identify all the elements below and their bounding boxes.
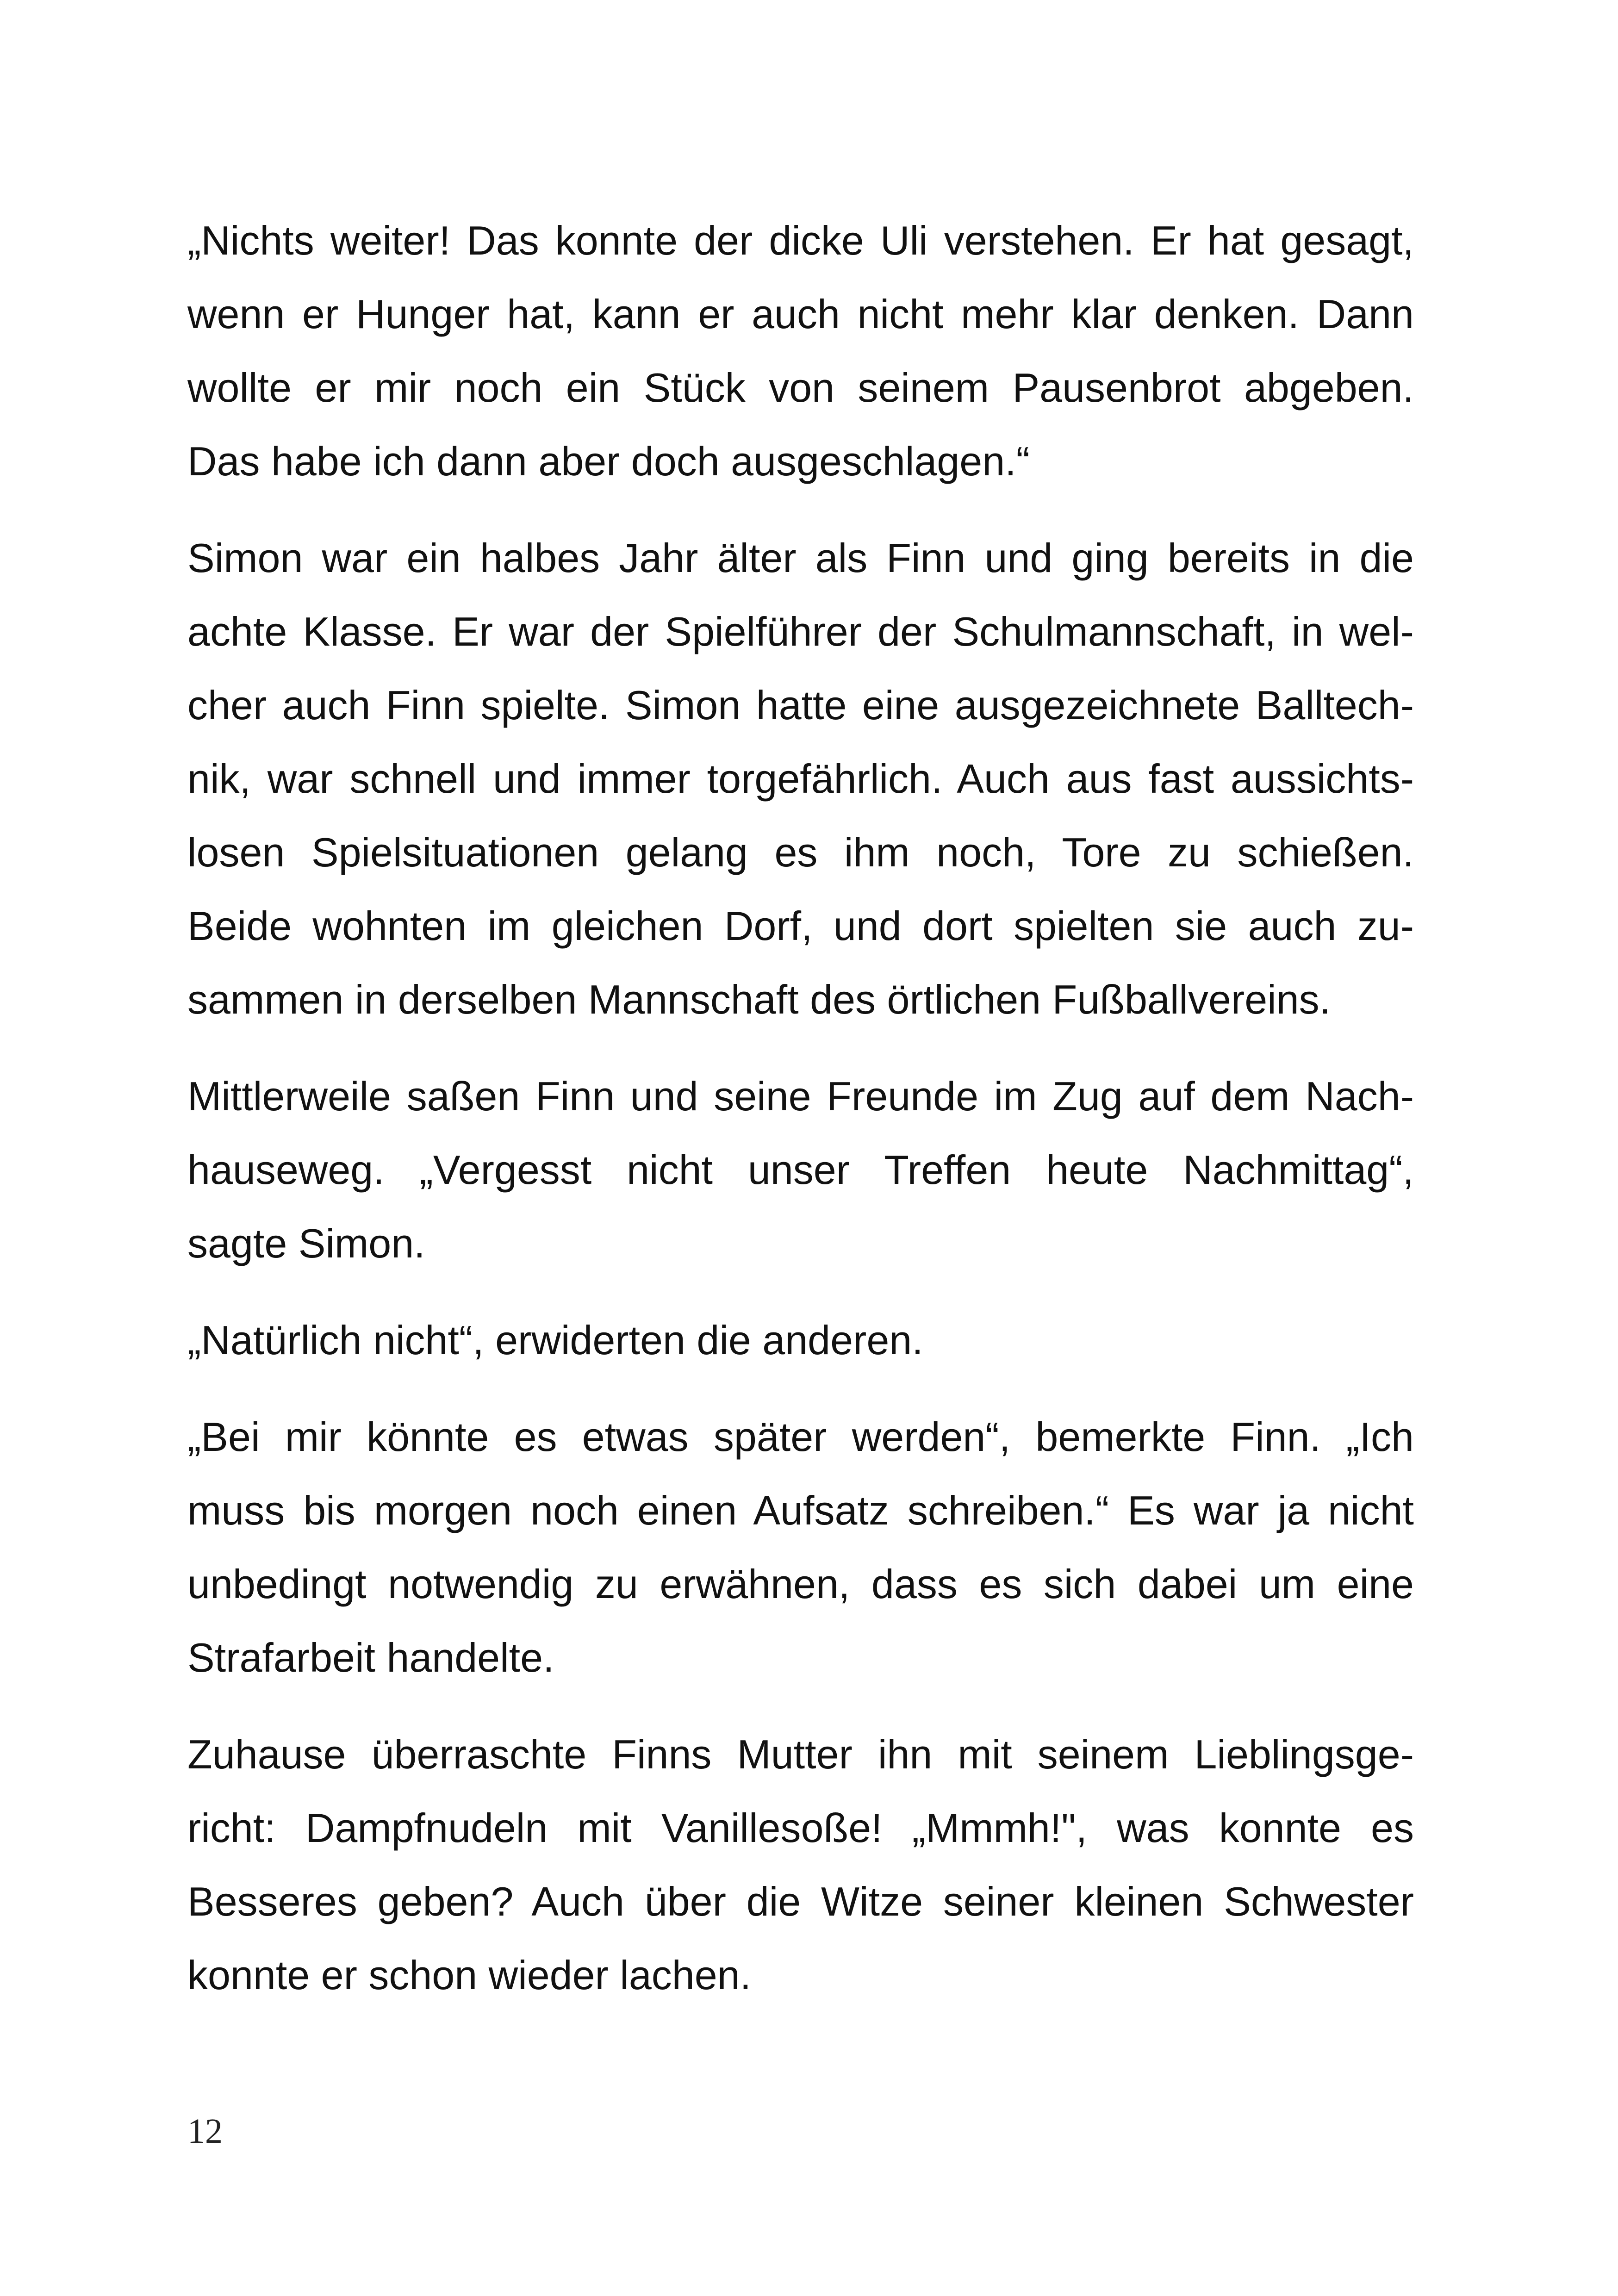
body-text [187, 204, 1414, 2035]
text-line: sagte Simon. [187, 1220, 425, 1266]
text-line: wollte er mir noch ein Stück von seinem Pausenbrot abgeben. [187, 365, 1414, 411]
text-line: cher auch Finn spielte. Simon hatte eine ausgezeichnete Balltech- [187, 682, 1414, 728]
text-line: konnte er schon wieder lachen. [187, 1952, 752, 1998]
text-line: „Bei mir könnte es etwas später werden“, bemerkte Finn. „Ich [187, 1414, 1414, 1460]
paragraph-1 [187, 204, 1414, 498]
text-line: „Nichts weiter! Das konnte der dicke Uli verstehen. Er hat gesagt, [187, 218, 1414, 263]
text-line: Strafarbeit handelte. [187, 1635, 554, 1680]
text-line: Zuhause überraschte Finns Mutter ihn mit seinem Lieblingsge- [187, 1731, 1414, 1777]
text-line: muss bis morgen noch einen Aufsatz schreiben.“ Es war ja nicht [187, 1487, 1414, 1533]
text-line: „Natürlich nicht“, erwiderten die anderen. [187, 1317, 923, 1363]
text-line: losen Spielsituationen gelang es ihm noch, Tore zu schießen. [187, 829, 1414, 875]
paragraph-4 [187, 1303, 1414, 1377]
text-line: nik, war schnell und immer torgefährlich. Auch aus fast aussichts- [187, 756, 1414, 802]
text-line: achte Klasse. Er war der Spielführer der Schulmannschaft, in wel- [187, 609, 1414, 654]
text-line: richt: Dampfnudeln mit Vanillesoße! „Mmmh!", was konnte es [187, 1805, 1414, 1851]
text-line: unbedingt notwendig zu erwähnen, dass es sich dabei um eine [187, 1561, 1414, 1607]
text-line: hauseweg. „Vergesst nicht unser Treffen heute Nachmittag“, [187, 1147, 1414, 1193]
text-line: wenn er Hunger hat, kann er auch nicht mehr klar denken. Dann [187, 291, 1414, 337]
text-line: Simon war ein halbes Jahr älter als Finn und ging bereits in die [187, 535, 1414, 581]
text-line: Das habe ich dann aber doch ausgeschlagen.“ [187, 438, 1030, 484]
paragraph-6 [187, 1717, 1414, 2012]
text-line: sammen in derselben Mannschaft des örtlichen Fußballvereins. [187, 977, 1331, 1022]
paragraph-3 [187, 1059, 1414, 1280]
page-number: 12 [187, 2112, 223, 2151]
text-line: Beide wohnten im gleichen Dorf, und dort spielten sie auch zu- [187, 903, 1414, 949]
paragraph-5 [187, 1400, 1414, 1694]
text-line: Besseres geben? Auch über die Witze seiner kleinen Schwester [187, 1879, 1414, 1924]
text-line: Mittlerweile saßen Finn und seine Freunde im Zug auf dem Nach- [187, 1073, 1414, 1119]
paragraph-2 [187, 521, 1414, 1036]
